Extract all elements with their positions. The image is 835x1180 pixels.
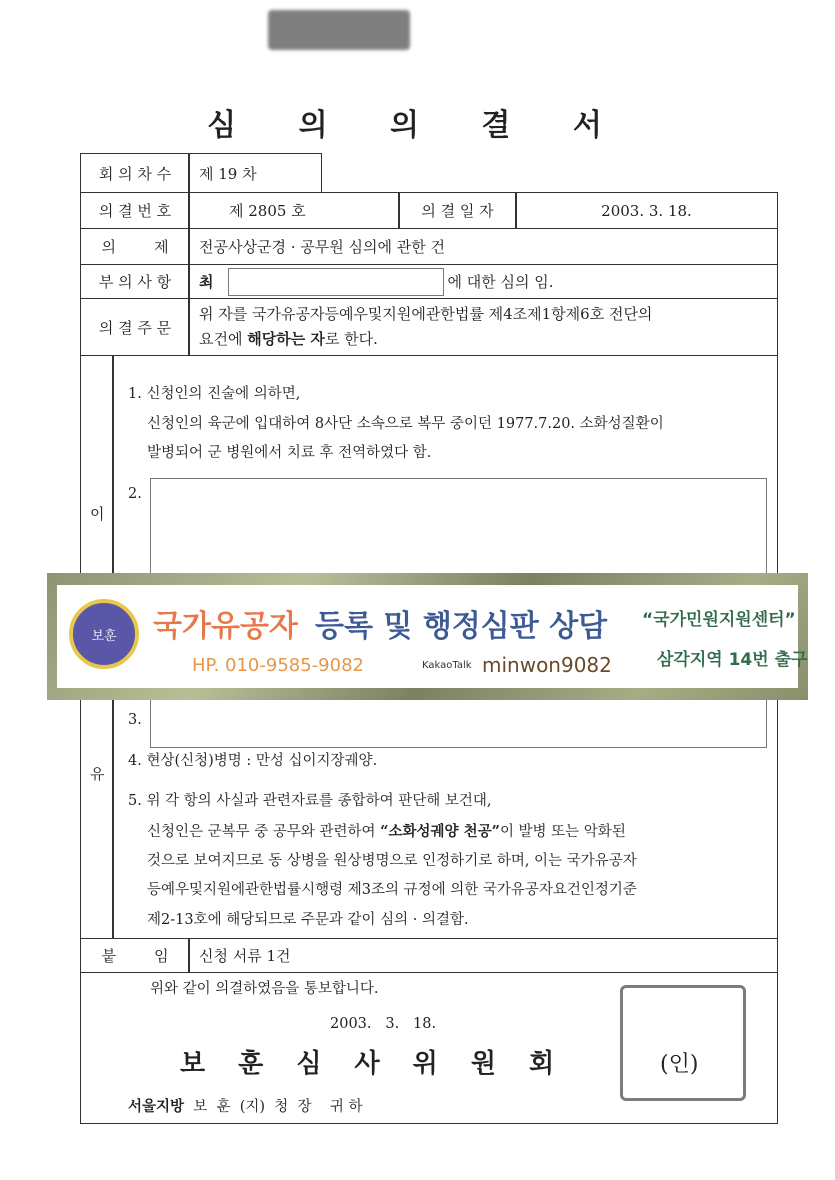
banner-title-orange: 국가유공자 bbox=[153, 609, 298, 644]
reason-text: 이 발병 또는 악화된 bbox=[499, 824, 626, 840]
banner-kakao-id: minwon9082 bbox=[482, 653, 612, 677]
reason-item-2: 2. bbox=[128, 486, 142, 502]
banner-title-blue: 등록 및 행정심판 상담 bbox=[315, 609, 608, 644]
reason-text: 신청인은 군복무 중 공무와 관련하여 bbox=[147, 824, 381, 840]
order-text: 요건에 bbox=[199, 330, 248, 348]
reason-item-5: 5. 위 각 항의 사실과 관련자료를 종합하여 판단해 보건대, bbox=[128, 793, 492, 809]
resolution-no-label: 의 결 번 호 bbox=[80, 192, 190, 229]
order-bold: 해당하는 자 bbox=[247, 330, 325, 348]
banner-phone: HP. 010-9585-9082 bbox=[192, 655, 364, 676]
committee-name: 보 훈 심 사 위 원 회 bbox=[180, 1049, 567, 1079]
meeting-label: 회 의 차 수 bbox=[80, 153, 190, 193]
disease-name: “소화성궤양 천공” bbox=[380, 823, 500, 840]
reason-text: 등예우및지원에관한법률시행령 제3조의 규정에 의한 국가유공자요건인정기준 bbox=[147, 882, 637, 898]
order-value bbox=[188, 298, 778, 356]
footer-date: 2003. 3. 18. bbox=[330, 1016, 437, 1032]
resolution-date-label: 의 결 일 자 bbox=[398, 192, 517, 229]
order-text-end: 로 한다. bbox=[324, 330, 378, 348]
banner-center-name: “국가민원지원센터” bbox=[642, 610, 796, 630]
order-label: 의 결 주 문 bbox=[80, 298, 190, 356]
reason-text: 제2-13호에 해당되므로 주문과 같이 심의 · 의결함. bbox=[147, 912, 469, 928]
referral-suffix: 에 대한 심의 임. bbox=[447, 273, 554, 291]
resolution-no-value: 제 2805 호 bbox=[188, 192, 400, 229]
reason-label-bottom: 유 bbox=[90, 765, 105, 783]
seal-mark: (인) bbox=[660, 1052, 699, 1077]
referral-label: 부 의 사 항 bbox=[80, 264, 190, 299]
top-stamp-mark bbox=[268, 10, 410, 50]
ad-banner[interactable] bbox=[47, 573, 808, 700]
reason-item-3: 3. bbox=[128, 712, 142, 728]
reason-item-1: 1. 신청인의 진술에 의하면, bbox=[128, 386, 301, 402]
official-seal bbox=[620, 985, 746, 1101]
banner-location: 삼각지역 14번 출구 bbox=[657, 650, 808, 670]
reason-label-top: 이 bbox=[90, 505, 105, 523]
resolution-date-value: 2003. 3. 18. bbox=[515, 192, 778, 229]
referral-value bbox=[188, 264, 778, 299]
agenda-value: 전공사상군경 · 공무원 심의에 관한 건 bbox=[188, 228, 778, 265]
order-line1: 위 자를 국가유공자등예우및지원에관한법률 제4조제1항제6호 전단의 bbox=[199, 305, 653, 323]
recipient-region: 서울지방 bbox=[128, 1098, 185, 1115]
redacted-name bbox=[228, 268, 444, 296]
agenda-label: 의 제 bbox=[80, 228, 190, 265]
referral-prefix: 최 bbox=[199, 273, 214, 291]
recipient: 보 훈 (지) 청 장 귀 하 bbox=[193, 1099, 363, 1115]
reason-item-4: 4. 현상(신청)병명 : 만성 십이지장궤양. bbox=[128, 753, 378, 769]
footer-notice: 위와 같이 의결하였음을 통보합니다. bbox=[150, 981, 379, 997]
attachment-label: 붙 임 bbox=[80, 938, 190, 973]
meeting-value: 제 19 차 bbox=[188, 153, 322, 193]
reason-text: 발병되어 군 병원에서 치료 후 전역하였다 함. bbox=[147, 445, 432, 461]
attachment-value: 신청 서류 1건 bbox=[188, 938, 778, 973]
reason-text: 것으로 보여지므로 동 상병을 원상병명으로 인정하기로 하며, 이는 국가유공자 bbox=[147, 853, 637, 869]
reason-text: 신청인의 육군에 입대하여 8사단 소속으로 복무 중이던 1977.7.20. 소화성질환이 bbox=[147, 416, 664, 432]
kakaotalk-icon: KakaoTalk bbox=[422, 660, 472, 671]
emblem-icon: 보훈 bbox=[69, 599, 139, 669]
document-title: 심 의 의 결 서 bbox=[207, 108, 628, 143]
